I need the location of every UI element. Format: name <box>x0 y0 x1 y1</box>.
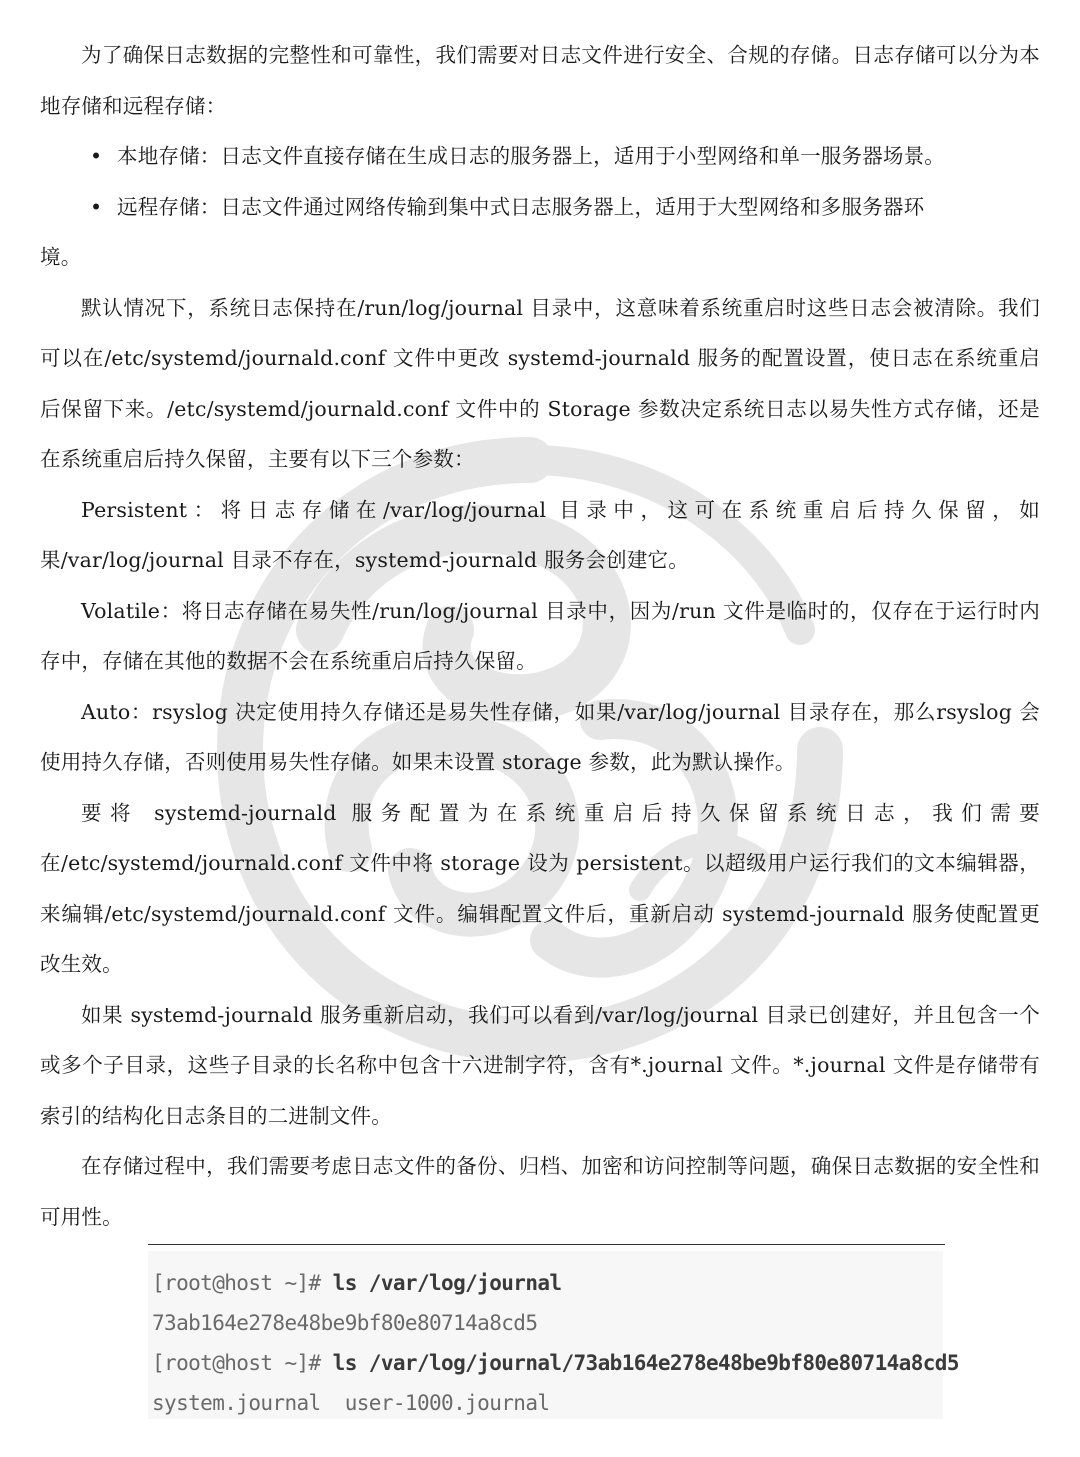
paragraph-default-storage: 默认情况下，系统日志保持在/run/log/journal 目录中，这意味着系统重启时这些日志会被清除。我们可以在/etc/systemd/journald.conf 文件中更改 systemd-journald 服务的配置设置，使日志在系统重启后保留下来。/etc/systemd/journald.conf 文件中的 Storage 参数决定系统日志以易失性方式存储，还是在系统重启后持久保留，主要有以下三个参数： <box>40 295 1040 471</box>
terminal-output-line: 73ab164e278e48be9bf80e80714a8cd5 <box>152 1311 538 1335</box>
bullet-marker: • <box>90 144 103 168</box>
terminal-command: ls /var/log/journal/73ab164e278e48be9bf80e80714a8cd5 <box>332 1351 959 1375</box>
terminal-figure <box>148 1244 959 1419</box>
terminal-prompt: [root@host ~]# <box>152 1271 333 1295</box>
terminal-command-line <box>152 1343 959 1383</box>
terminal-command: ls /var/log/journal <box>332 1271 562 1295</box>
paragraph-auto: Auto：rsyslog 决定使用持久存储还是易失性存储，如果/var/log/journal 目录存在，那么rsyslog 会使用持久存储，否则使用易失性存储。如果未设置 storage 参数，此为默认操作。 <box>40 699 1040 774</box>
paragraph-volatile: Volatile：将日志存储在易失性/run/log/journal 目录中，因为/run 文件是临时的，仅存在于运行时内存中，存储在其他的数据不会在系统重启后持久保留。 <box>40 598 1040 673</box>
figure-top-rule <box>148 1244 945 1245</box>
terminal-output-line: system.journal user-1000.journal <box>152 1391 550 1415</box>
terminal-command-line <box>152 1263 939 1303</box>
terminal-prompt: [root@host ~]# <box>152 1351 333 1375</box>
list-item-text-continuation: 境。 <box>40 245 82 269</box>
terminal-output <box>148 1251 959 1419</box>
list-item-remote-storage <box>40 182 1040 283</box>
list-item-text: 远程存储：日志文件通过网络传输到集中式日志服务器上，适用于大型网络和多服务器环 <box>117 194 925 219</box>
paragraph-journal-directory: 如果 systemd-journald 服务重新启动，我们可以看到/var/log/journal 目录已创建好，并且包含一个或多个子目录，这些子目录的长名称中包含十六进制字符，含有*.journal 文件。*.journal 文件是存储带有索引的结构化日志条目的二进制文件。 <box>40 1002 1040 1128</box>
storage-type-list <box>40 131 1040 283</box>
paragraph-persistent: Persistent：将日志存储在/var/log/journal 目录中，这可在系统重启后持久保留，如果/var/log/journal 目录不存在，systemd-journald 服务会创建它。 <box>40 497 1040 572</box>
bullet-marker: • <box>90 194 103 219</box>
paragraph-storage-intro: 为了确保日志数据的完整性和可靠性，我们需要对日志文件进行安全、合规的存储。日志存储可以分为本地存储和远程存储： <box>40 43 1040 118</box>
paragraph-storage-considerations: 在存储过程中，我们需要考虑日志文件的备份、归档、加密和访问控制等问题，确保日志数据的安全性和可用性。 <box>40 1154 1040 1229</box>
paragraph-configure-persistent: 要将 systemd-journald 服务配置为在系统重启后持久保留系统日志，我们需要在/etc/systemd/journald.conf 文件中将 storage 设为 persistent。以超级用户运行我们的文本编辑器，来编辑/etc/systemd/journald.conf 文件。编辑配置文件后，重新启动 systemd-journald 服务使配置更改生效。 <box>40 800 1040 976</box>
list-item-local-storage <box>40 131 1040 182</box>
list-item-text: 本地存储：日志文件直接存储在生成日志的服务器上，适用于小型网络和单一服务器场景。 <box>117 144 945 168</box>
